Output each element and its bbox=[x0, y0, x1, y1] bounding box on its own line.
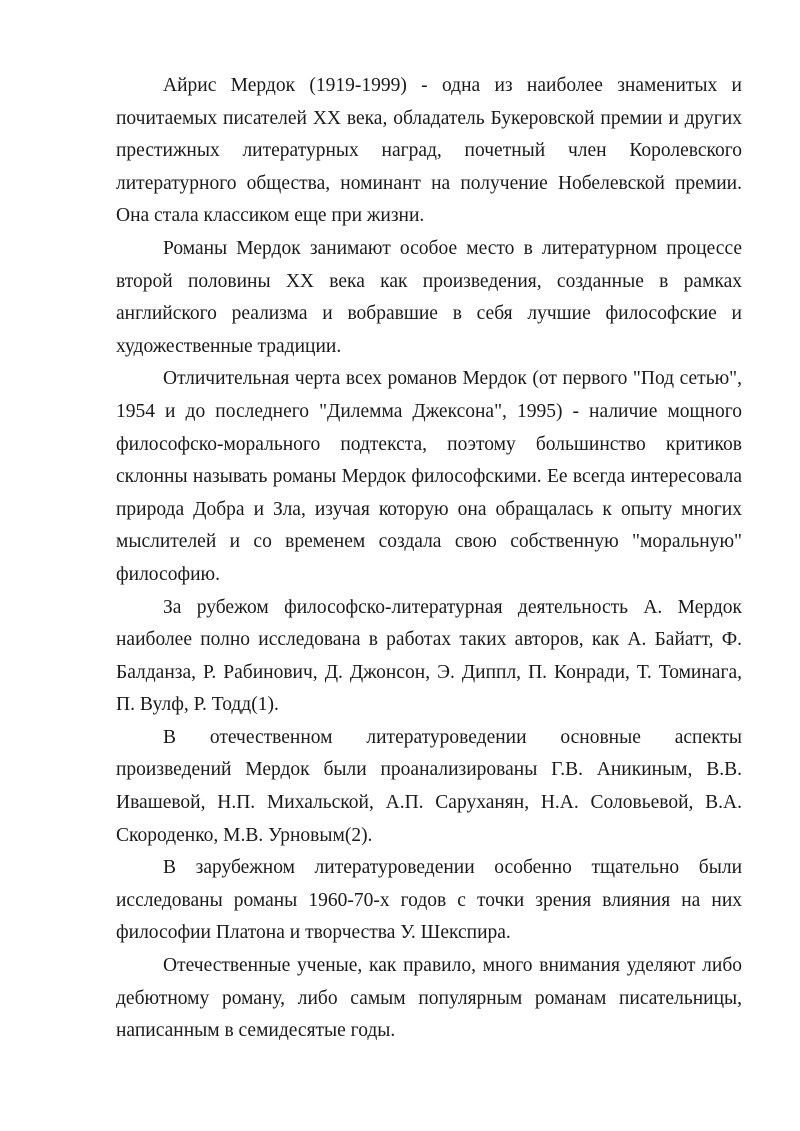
document-body bbox=[116, 70, 742, 1048]
paragraph: Отечественные ученые, как правило, много внимания уделяют либо дебютному роману, либо самым популярным романам писательницы, написанным в семидесятые годы. bbox=[116, 955, 742, 1042]
paragraph: Романы Мердок занимают особое место в литературном процессе второй половины XX века как произведения, созданные в рамках английского реализма и вобравшие в себя лучшие философские и художественные традиции. bbox=[116, 237, 742, 357]
paragraph: Айрис Мердок (1919-1999) - одна из наиболее знаменитых и почитаемых писателей XX века, обладатель Букеровской премии и других престижных литературных наград, почетный член Королевского литературного общества, номинант на получение Нобелевской премии. Она стала классиком еще при жизни. bbox=[116, 75, 742, 227]
paragraph: В отечественном литературоведении основные аспекты произведений Мердок были проанализированы Г.В. Аникиным, В.В. Ивашевой, Н.П. Михальской, А.П. Саруханян, Н.А. Соловьевой, В.А. Скороденко, М.В. Урновым(2). bbox=[116, 726, 742, 846]
paragraph: За рубежом философско-литературная деятельность А. Мердок наиболее полно исследована в работах таких авторов, как А. Байатт, Ф. Балданза, Р. Рабинович, Д. Джонсон, Э. Диппл, П. Конради, Т. Томинага, П. Вулф, Р. Тодд(1). bbox=[116, 596, 742, 716]
paragraph: Отличительная черта всех романов Мердок (от первого "Под сетью", 1954 и до последнего "Дилемма Джексона", 1995) - наличие мощного философско-морального подтекста, поэтому большинство критиков склонны называть романы Мердок философскими. Ее всегда интересовала природа Добра и Зла, изучая которую она обращалась к опыту многих мыслителей и со временем создала свою собственную "моральную" философию. bbox=[116, 368, 742, 585]
paragraph: В зарубежном литературоведении особенно тщательно были исследованы романы 1960-70-х годов с точки зрения влияния на них философии Платона и творчества У. Шекспира. bbox=[116, 857, 742, 944]
